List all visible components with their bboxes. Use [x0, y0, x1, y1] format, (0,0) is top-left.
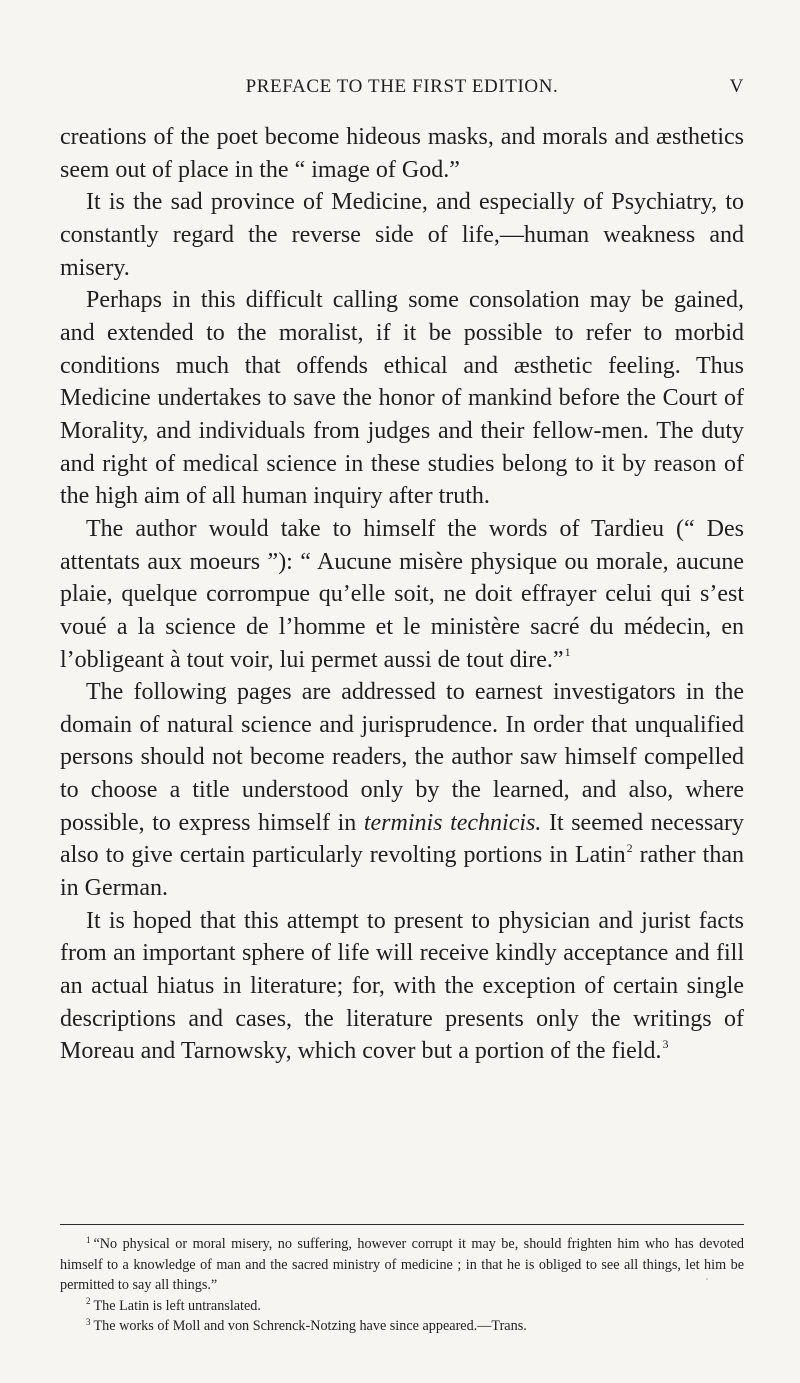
page-number: V — [729, 76, 744, 97]
footnote-mark: 1 — [86, 1234, 91, 1245]
running-title: PREFACE TO THE FIRST EDITION. — [245, 76, 559, 97]
body-text — [60, 121, 744, 1068]
paragraph — [60, 186, 744, 284]
paragraph-text: The following pages are addressed to earnest investigators in the domain of natural science and jurisprudence. In order that unqualified persons should not become readers, the author saw himself compelled to choose a title understood only by the learned, and also, where possible, to express himself in — [60, 679, 744, 836]
paragraph-text: It is the sad province of Medicine, and especially of Psychiatry, to constantly regard the reverse side of life,—human weakness and misery. — [60, 189, 744, 281]
footnote-text: The Latin is left untranslated. — [93, 1297, 261, 1314]
paragraph — [60, 676, 744, 905]
footnote-text: “No physical or moral misery, no suffering, however corrupt it may be, should frighten him who has devoted himself to a knowledge of man and the sacred ministry of medicine ; in that he is obliged to see all things, let him be permitted to say all things.” — [60, 1236, 744, 1294]
footnote-mark: 2 — [86, 1296, 91, 1307]
paragraph-text: It seemed necessary also to give certain particularly revolting portions in Latin — [60, 809, 745, 869]
footnote — [60, 1234, 744, 1296]
paragraph-text: The author would take to himself the words of Tardieu (“ Des attentats aux moeurs ”): “ Aucune misère physique ou morale, aucune plaie, quelque corrompue qu’elle soit, ne doit effrayer celui qui s’est voué a la science de l’homme et le ministère sacré du médecin, en l’obligeant à tout voir, lui permet aussi de tout dire.” — [60, 515, 744, 673]
paragraph-text: rather than in German. — [60, 842, 745, 902]
paragraph — [60, 513, 744, 676]
italic-term: terminis technicis. — [363, 809, 542, 836]
footnote-reference: 2 — [626, 840, 633, 855]
paragraph — [60, 905, 744, 1068]
footnote — [60, 1316, 744, 1337]
print-speck — [706, 1278, 708, 1280]
paragraph — [60, 121, 744, 186]
footnote-text: The works of Moll and von Schrenck-Notzing have since appeared.—Trans. — [93, 1318, 527, 1335]
footnote-rule — [60, 1224, 744, 1225]
paragraph-text: Perhaps in this difficult calling some consolation may be gained, and extended to the moralist, if it be possible to refer to morbid conditions much that offends ethical and æsthetic feeling. Thus Medicine undertakes to save the honor of mankind before the Court of Morality, and individuals from judges and their fellow-men. The duty and right of medical science in these studies belong to it by reason of the high aim of all human inquiry after truth. — [60, 287, 744, 510]
footnotes — [60, 1234, 744, 1337]
paragraph — [60, 284, 744, 513]
running-head — [60, 76, 744, 102]
footnote-reference: 1 — [564, 644, 571, 659]
footnote — [60, 1296, 744, 1317]
paragraph-text: It is hoped that this attempt to present to physician and jurist facts from an important sphere of life will receive kindly acceptance and fill an actual hiatus in literature; for, with the exception of certain single descriptions and cases, the literature presents only the writings of Moreau and Tarnowsky, which cover but a portion of the field. — [60, 907, 744, 1065]
footnote-reference: 3 — [662, 1036, 669, 1051]
paragraph-text: creations of the poet become hideous masks, and morals and æsthetics seem out of place in the “ image of God.” — [60, 124, 744, 183]
footnote-mark: 3 — [86, 1316, 91, 1327]
